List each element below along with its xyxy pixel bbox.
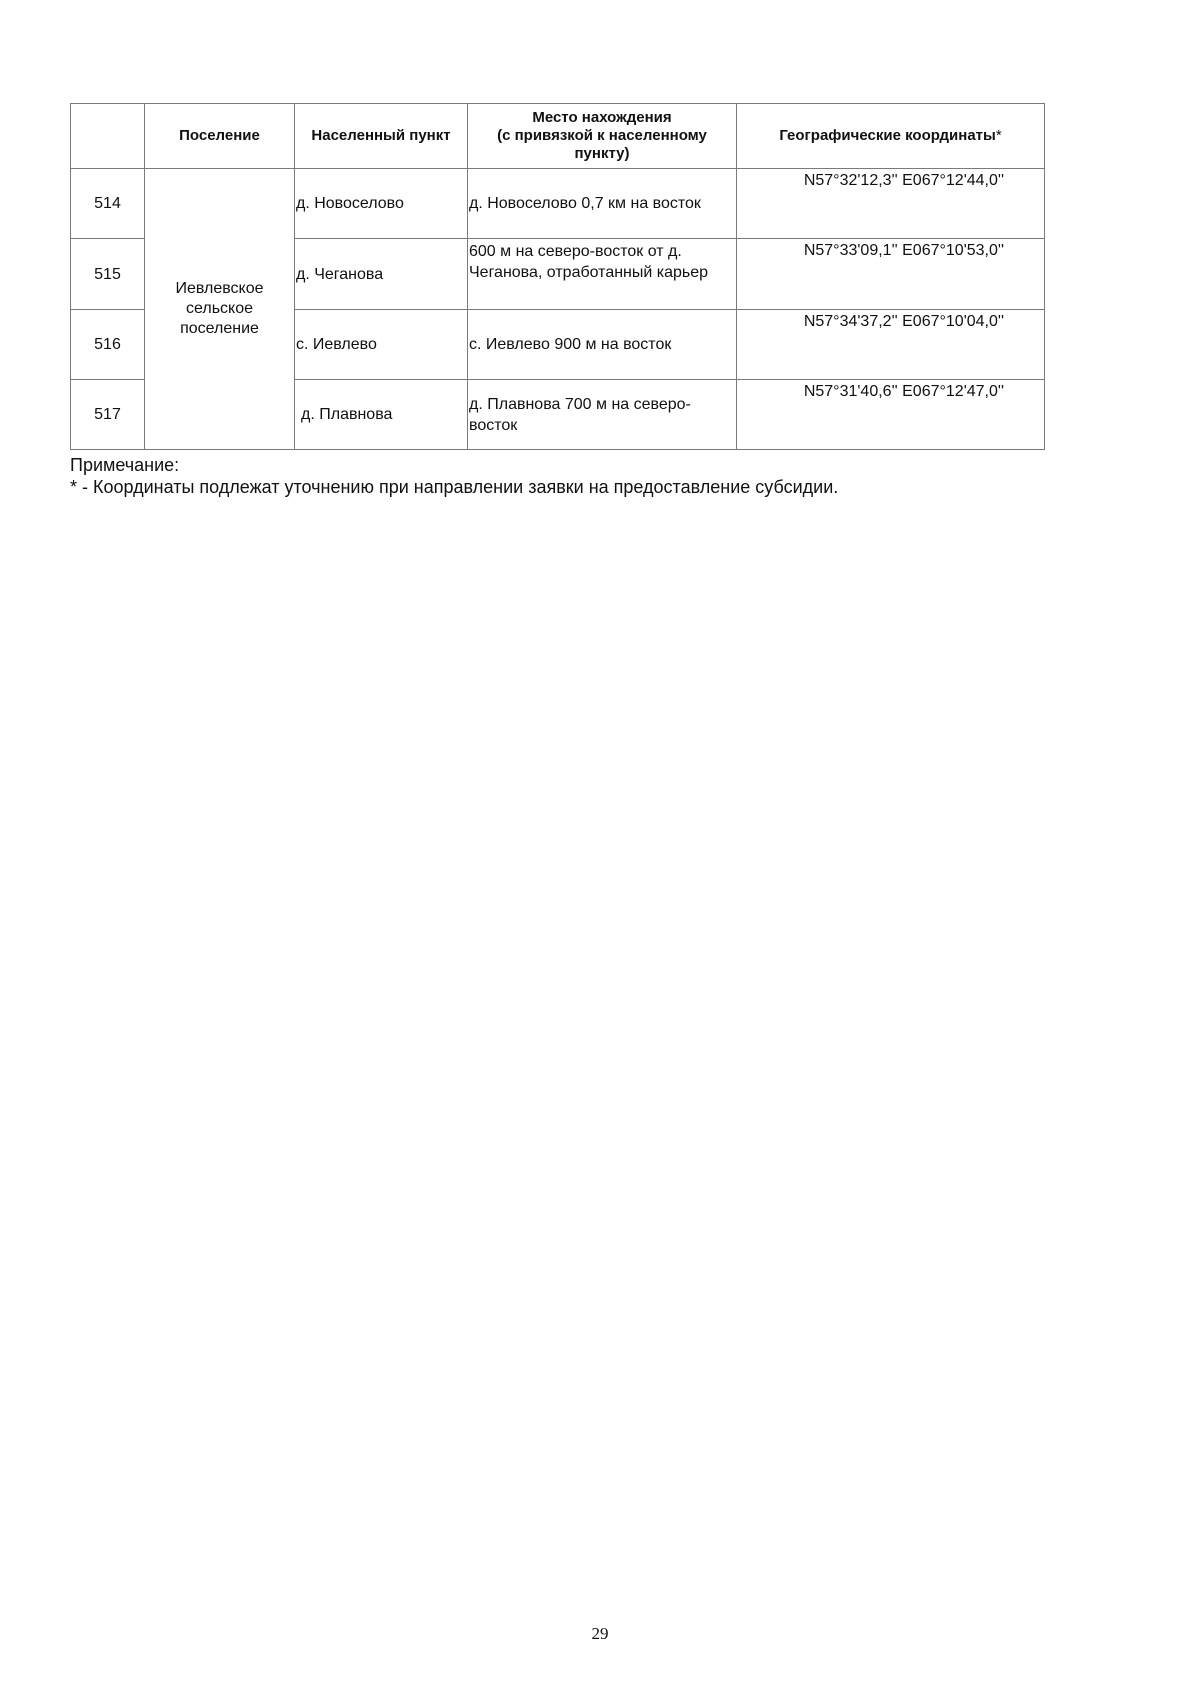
header-location-line1: Место нахождения — [532, 109, 672, 126]
note-title: Примечание: — [70, 455, 180, 475]
header-location-line3: пункту) — [574, 145, 630, 162]
table-row — [71, 169, 1045, 239]
header-settlement: Поселение — [145, 104, 295, 169]
header-num — [71, 104, 145, 169]
header-coordinates-mark: * — [995, 127, 1002, 144]
row-number: 516 — [71, 310, 145, 380]
header-coordinates-label: Географические координаты — [779, 127, 996, 144]
location-cell: 600 м на северо-восток от д. Чеганова, отработанный карьер — [468, 239, 737, 310]
coordinates-cell: N57°34'37,2'' E067°10'04,0'' — [737, 310, 1045, 380]
note-block — [70, 454, 838, 498]
header-location — [468, 104, 737, 169]
header-location-line2: (с привязкой к населенному — [497, 127, 707, 144]
note-text: * - Координаты подлежат уточнению при направлении заявки на предоставление субсидии. — [70, 477, 839, 497]
coordinates-table — [70, 103, 1045, 450]
header-locality: Населенный пункт — [295, 104, 468, 169]
row-number: 517 — [71, 380, 145, 450]
locality-cell: д. Новоселово — [295, 169, 468, 239]
settlement-cell — [145, 169, 295, 450]
table-header-row — [71, 104, 1045, 169]
settlement-line3: поселение — [180, 320, 259, 337]
row-number: 515 — [71, 239, 145, 310]
row-number: 514 — [71, 169, 145, 239]
page-number: 29 — [591, 1624, 609, 1643]
coordinates-cell: N57°33'09,1'' E067°10'53,0'' — [737, 239, 1045, 310]
locality-cell: д. Плавнова — [295, 380, 468, 450]
settlement-line2: сельское — [185, 300, 253, 317]
location-cell: с. Иевлево 900 м на восток — [468, 310, 737, 380]
header-coordinates — [737, 104, 1045, 169]
location-cell: д. Плавнова 700 м на северо-восток — [468, 380, 737, 450]
settlement-line1: Иевлевское — [175, 280, 264, 297]
locality-cell: с. Иевлево — [295, 310, 468, 380]
coordinates-cell: N57°32'12,3'' E067°12'44,0'' — [737, 169, 1045, 239]
location-cell: д. Новоселово 0,7 км на восток — [468, 169, 737, 239]
locality-cell: д. Чеганова — [295, 239, 468, 310]
coordinates-cell: N57°31'40,6'' E067°12'47,0'' — [737, 380, 1045, 450]
